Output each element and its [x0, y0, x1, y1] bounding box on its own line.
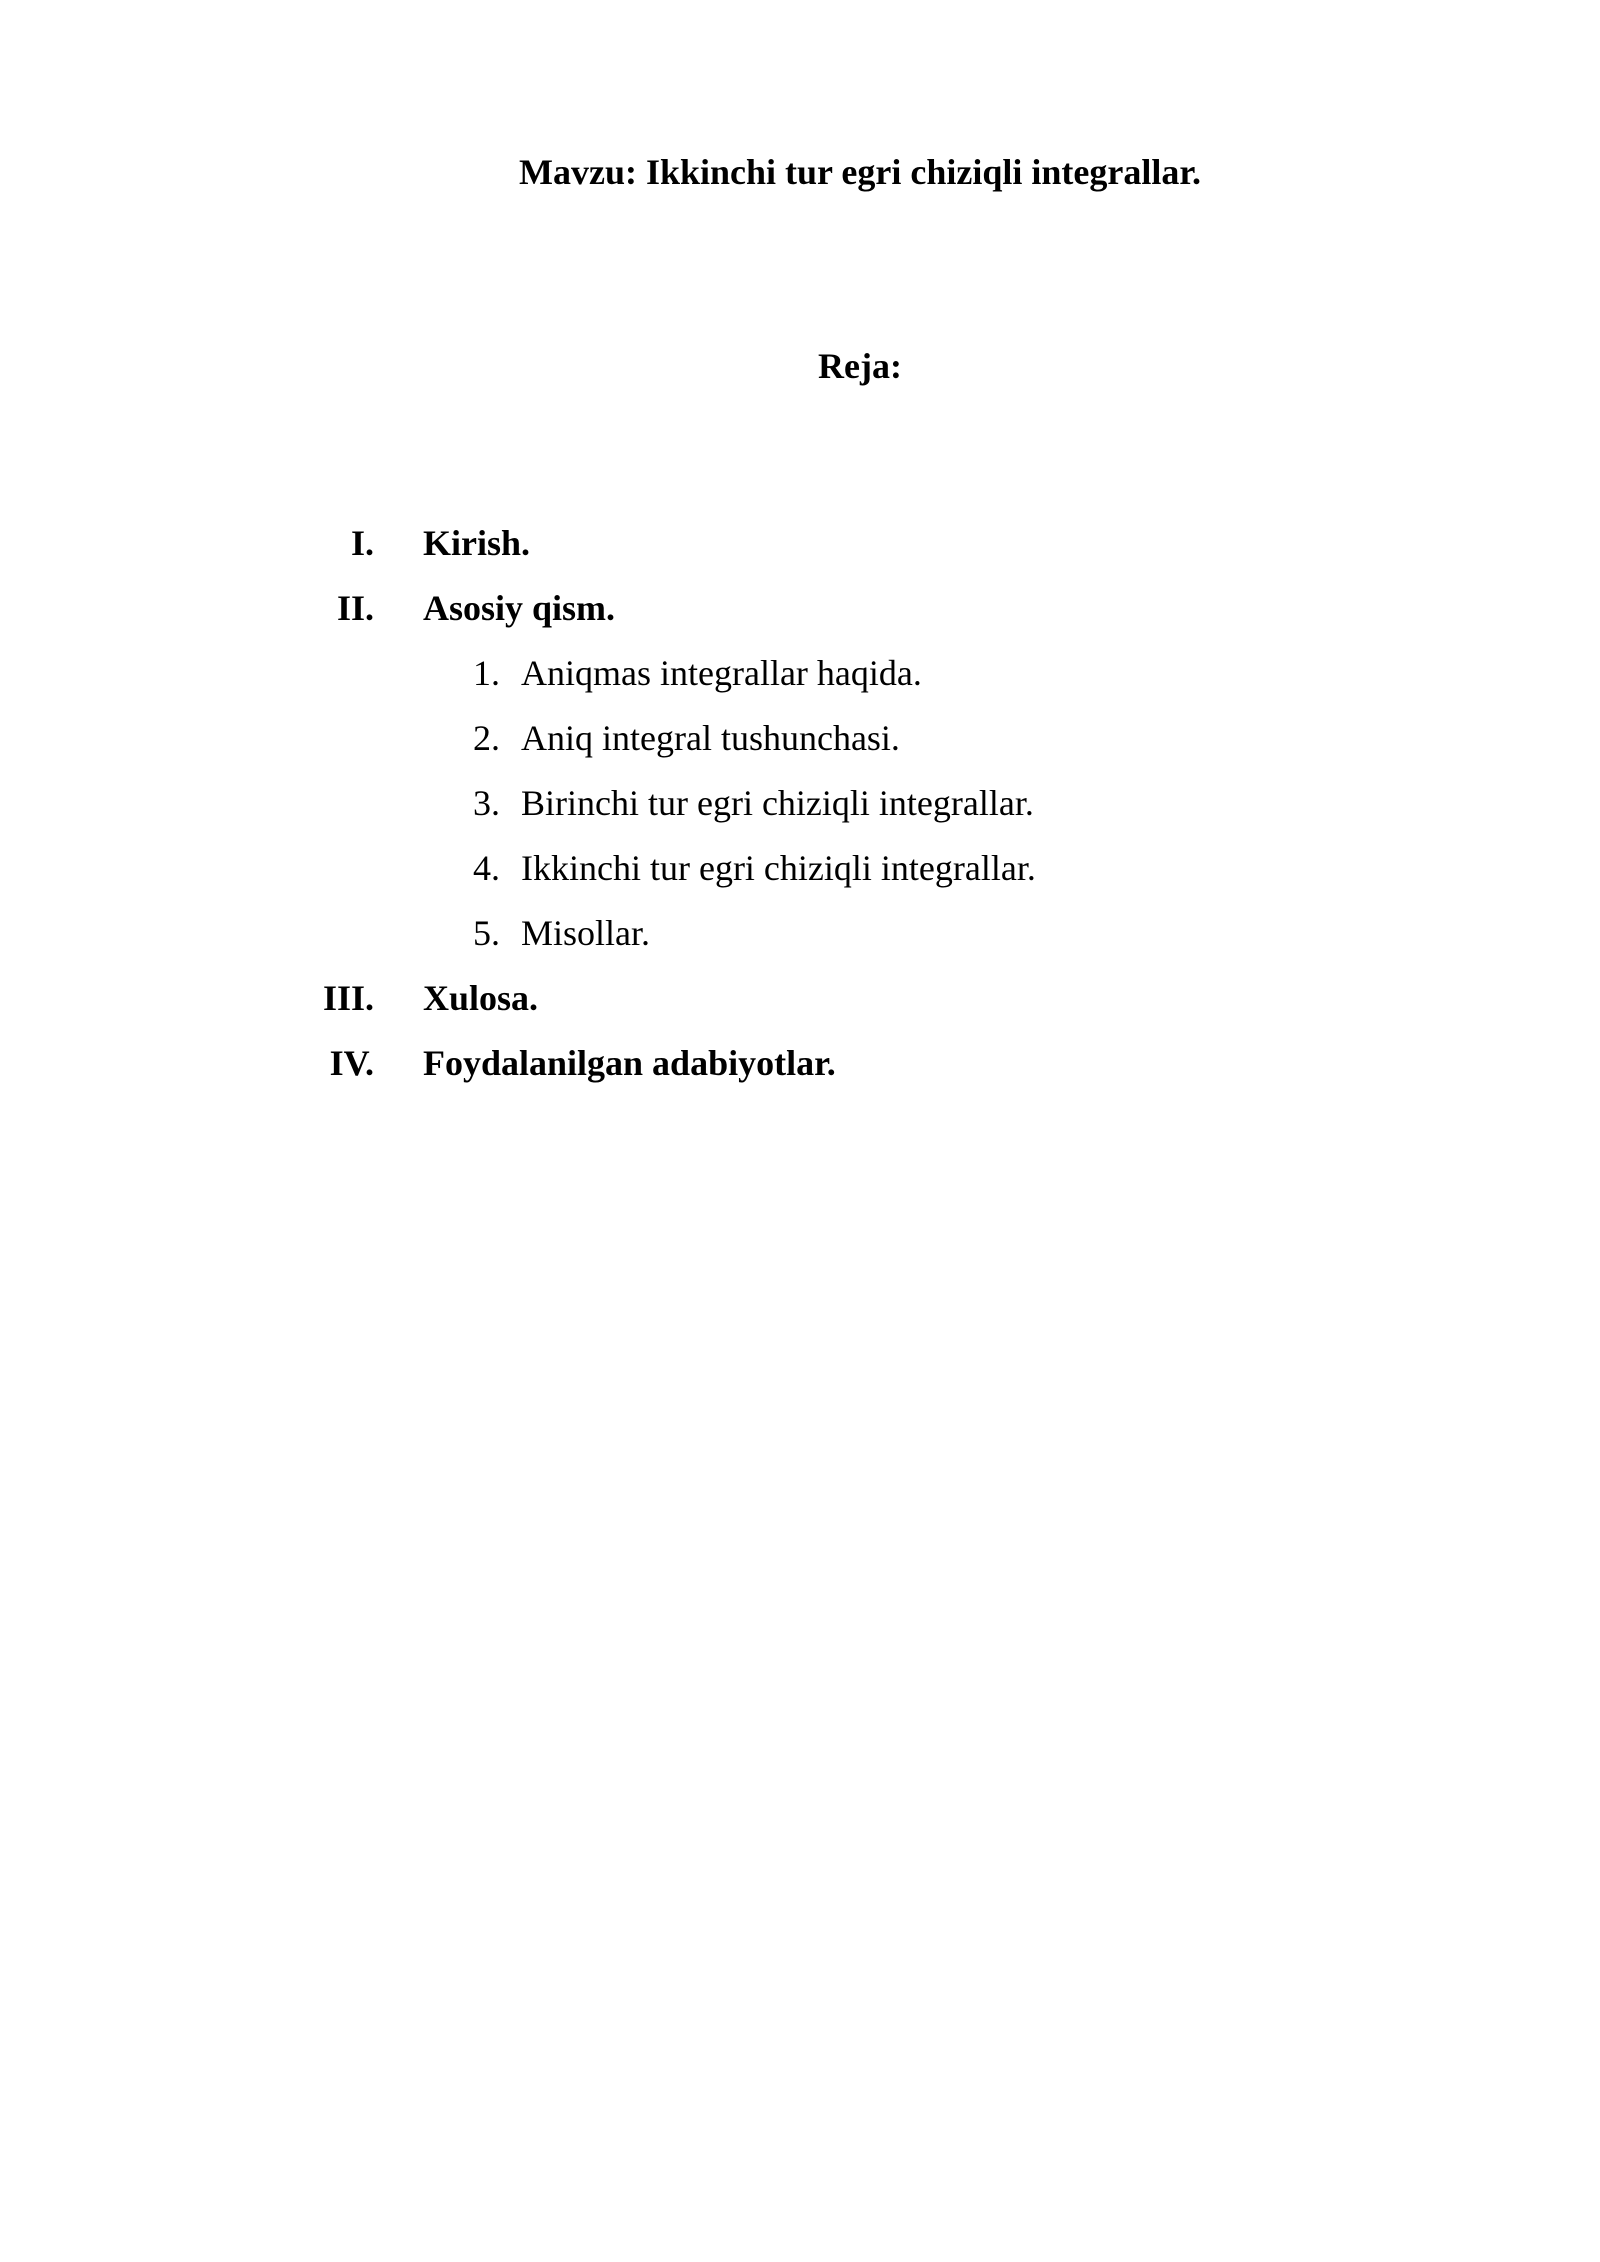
outline-subitem-label: Misollar. — [521, 913, 651, 953]
outline-subitem-number: 4. — [473, 848, 500, 888]
outline-item-number: IV. — [329, 1043, 374, 1083]
outline-item-number: II. — [336, 588, 374, 628]
outline-subitem-misollar — [0, 908, 1600, 958]
outline-item-number: I. — [350, 523, 374, 563]
outline-subitem-label: Aniq integral tushunchasi. — [521, 718, 900, 758]
outline-item-label: Kirish. — [423, 523, 531, 563]
outline-item-number: III. — [322, 978, 374, 1018]
outline-subitem-label: Birinchi tur egri chiziqli integrallar. — [521, 783, 1034, 823]
outline-item-xulosa — [0, 973, 1600, 1023]
outline-item-adabiyotlar — [0, 1038, 1600, 1088]
document-title: Mavzu: Ikkinchi tur egri chiziqli integrallar. — [519, 152, 1201, 192]
outline-subitem-number: 5. — [473, 913, 500, 953]
outline-item-asosiy-qism — [0, 583, 1600, 633]
outline-subitem-aniq-integral — [0, 713, 1600, 763]
plan-heading: Reja: — [818, 346, 902, 386]
outline-item-label: Xulosa. — [423, 978, 539, 1018]
outline-subitem-aniqmas — [0, 648, 1600, 698]
outline-item-label: Foydalanilgan adabiyotlar. — [423, 1043, 836, 1083]
outline-item-kirish — [0, 518, 1600, 568]
outline-subitem-label: Aniqmas integrallar haqida. — [521, 653, 922, 693]
outline-subitem-label: Ikkinchi tur egri chiziqli integrallar. — [521, 848, 1036, 888]
outline-item-label: Asosiy qism. — [423, 588, 616, 628]
outline-subitem-number: 2. — [473, 718, 500, 758]
outline-subitem-number: 3. — [473, 783, 500, 823]
outline-subitem-birinchi-tur — [0, 778, 1600, 828]
outline-subitem-number: 1. — [473, 653, 500, 693]
outline-subitem-ikkinchi-tur — [0, 843, 1600, 893]
